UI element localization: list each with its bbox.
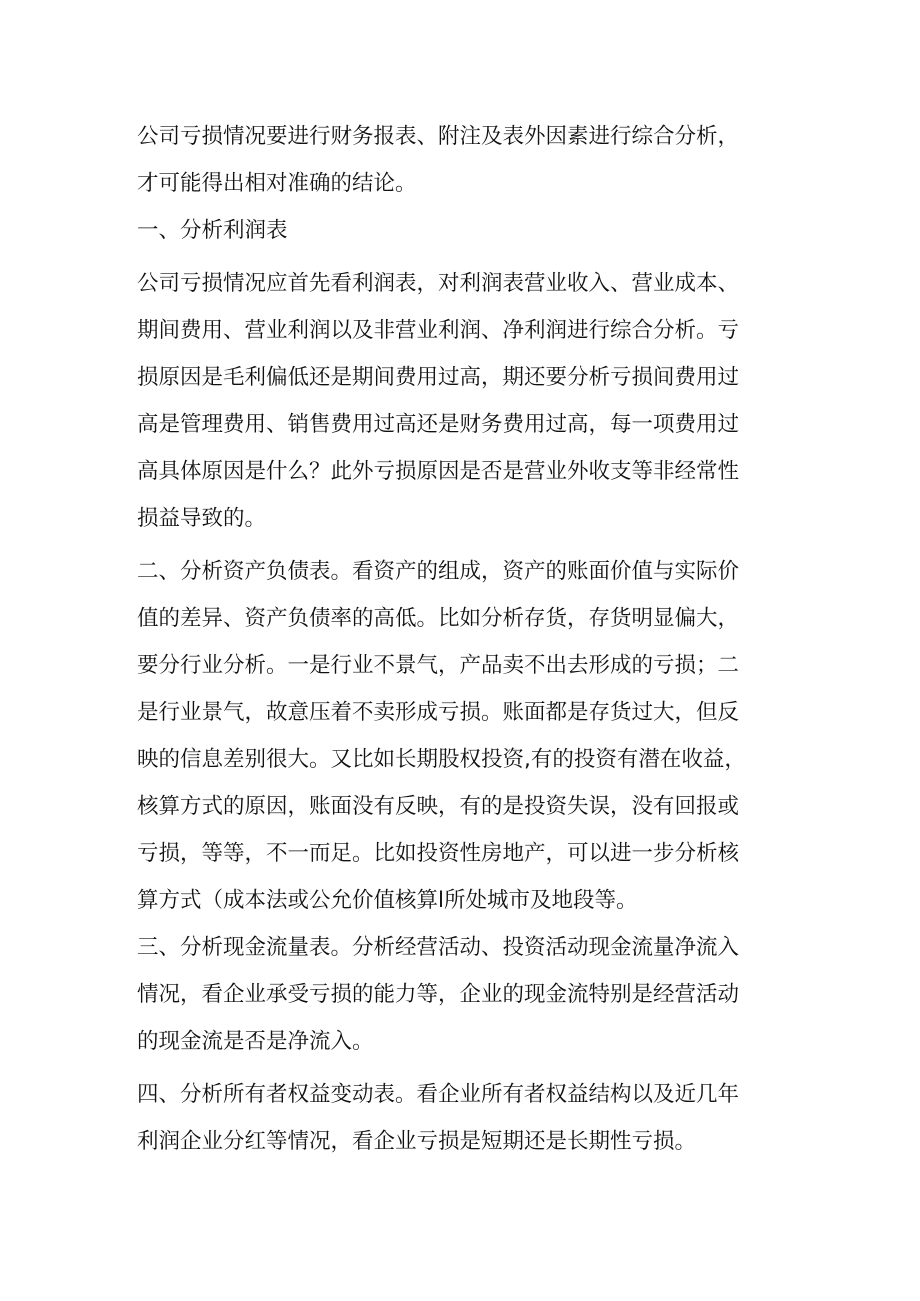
text-line: 的现金流是否是净流入。 bbox=[137, 1029, 374, 1054]
text-line: 高具体原因是什么？此外亏损原因是否是营业外收支等非经常性 bbox=[137, 459, 740, 484]
text-line: 利润企业分红等情况，看企业亏损是短期还是长期性亏损。 bbox=[137, 1129, 697, 1154]
section-heading-profit-statement bbox=[137, 207, 797, 254]
text-line: 高是管理费用、销售费用过高还是财务费用过高，每一项费用过 bbox=[137, 412, 740, 437]
text-line: 映的信息差别很大。又比如长期股权投资,有的投资有潜在收益， bbox=[137, 747, 746, 772]
text-line: 才可能得出相对准确的结论。 bbox=[137, 171, 417, 196]
text-line: 期间费用、营业利润以及非营业利润、净利润进行综合分析。亏 bbox=[137, 318, 740, 343]
balance-sheet-paragraph bbox=[137, 548, 797, 924]
document-body bbox=[137, 113, 797, 1165]
heading-line: 一、分析利润表 bbox=[137, 218, 288, 243]
text-line: 三、分析现金流量表。分析经营活动、投资活动现金流量净流入 bbox=[137, 935, 740, 960]
equity-change-paragraph bbox=[137, 1071, 797, 1165]
text-line: 是行业景气，故意压着不卖形成亏损。账面都是存货过大，但反 bbox=[137, 700, 740, 725]
text-line: 值的差异、资产负债率的高低。比如分析存货，存货明显偏大， bbox=[137, 606, 740, 631]
text-line: 亏损，等等，不一而足。比如投资性房地产，可以进一步分析核 bbox=[137, 841, 740, 866]
text-line: 损原因是毛利偏低还是期间费用过高，期还要分析亏损间费用过 bbox=[137, 365, 740, 390]
text-line: 要分行业分析。一是行业不景气，产品卖不出去形成的亏损；二 bbox=[137, 653, 740, 678]
text-line: 算方式（成本法或公允价值核算l所处城市及地段等。 bbox=[137, 888, 638, 913]
intro-paragraph bbox=[137, 113, 797, 207]
text-line: 二、分析资产负债表。看资产的组成，资产的账面价值与实际价 bbox=[137, 559, 740, 584]
cash-flow-paragraph bbox=[137, 924, 797, 1065]
text-line: 情况，看企业承受亏损的能力等，企业的现金流特别是经营活动 bbox=[137, 982, 740, 1007]
profit-statement-paragraph bbox=[137, 260, 797, 542]
text-line: 公司亏损情况应首先看利润表，对利润表营业收入、营业成本、 bbox=[137, 271, 740, 296]
text-line: 损益导致的。 bbox=[137, 506, 267, 531]
text-line: 核算方式的原因，账面没有反映，有的是投资失误，没有回报或 bbox=[137, 794, 740, 819]
text-line: 四、分析所有者权益变动表。看企业所有者权益结构以及近几年 bbox=[137, 1082, 740, 1107]
text-line: 公司亏损情况要进行财务报表、附注及表外因素进行综合分析， bbox=[137, 124, 740, 149]
